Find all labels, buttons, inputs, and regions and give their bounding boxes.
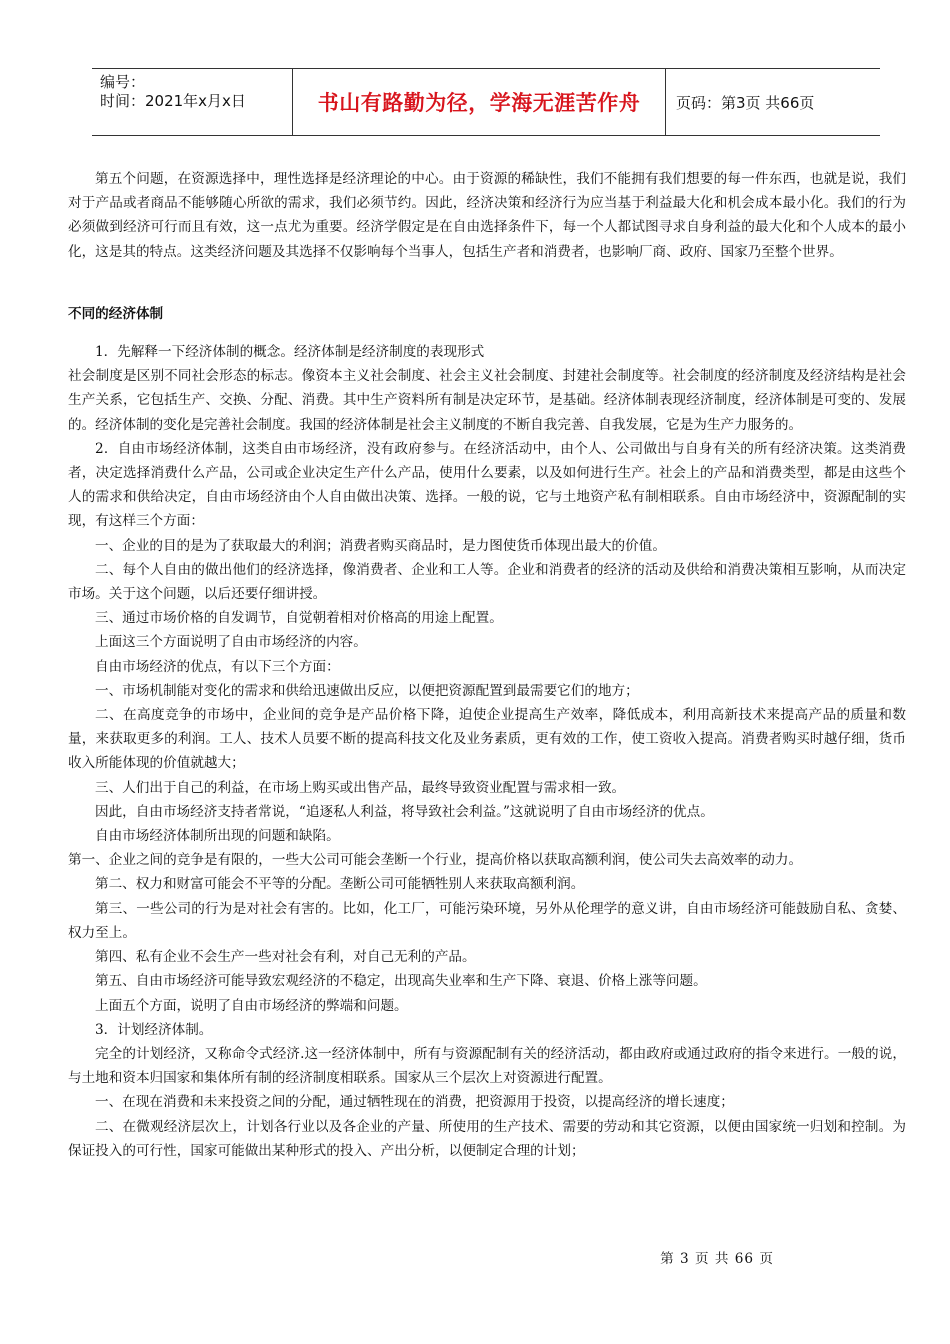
paragraph: 三、人们出于自己的利益，在市场上购买或出售产品，最终导致资业配置与需求相一致。 xyxy=(95,779,626,796)
paragraph: 上面五个方面，说明了自由市场经济的弊端和问题。 xyxy=(95,997,408,1014)
page-header xyxy=(92,68,880,136)
paragraph: 第一、企业之间的竞争是有限的，一些大公司可能会垄断一个行业，提高价格以获取高额利润，使公司失去高效率的动力。 xyxy=(68,852,803,869)
paragraph: 第三、一些公司的行为是对社会有害的。比如，化工厂，可能污染环境，另外从伦理学的意义讲，自由市场经济可能鼓励自私、贪婪、权力至上。 xyxy=(68,900,906,941)
paragraph: 二、在高度竞争的市场中，企业间的竞争是产品价格下降，迫使企业提高生产效率，降低成本，利用高新技术来提高产品的质量和数量，来获取更多的利润。工人、技术人员要不断的提高科技文化及业务素质，更有效的工作，使工资收入提高。消费者购买时越仔细，货币收入所能体现的价值就越大； xyxy=(68,707,906,772)
paragraph: 一、市场机制能对变化的需求和供给迅速做出反应，以便把资源配置到最需要它们的地方； xyxy=(95,682,639,699)
paragraph: 第二、权力和财富可能会不平等的分配。垄断公司可能牺牲别人来获取高额利润。 xyxy=(95,876,585,893)
paragraph: 第四、私有企业不会生产一些对社会有利，对自己无利的产品。 xyxy=(95,949,476,966)
paragraph: 自由市场经济的优点，有以下三个方面： xyxy=(95,658,340,675)
paragraph: 1．先解释一下经济体制的概念。经济体制是经济制度的表现形式 xyxy=(95,344,485,361)
paragraph: 一、在现在消费和未来投资之间的分配，通过牺牲现在的消费，把资源用于投资，以提高经济的增长速度； xyxy=(95,1094,734,1111)
paragraph: 第五、自由市场经济可能导致宏观经济的不稳定，出现高失业率和生产下降、衰退、价格上涨等问题。 xyxy=(95,973,707,990)
paragraph: 二、在微观经济层次上，计划各行业以及各企业的产量、所使用的生产技术、需要的劳动和其它资源，以便由国家统一归划和控制。为保证投入的可行性，国家可能做出某种形式的投入、产出分析，以便制定合理的计划； xyxy=(68,1118,906,1159)
paragraph: 第五个问题，在资源选择中，理性选择是经济理论的中心。由于资源的稀缺性，我们不能拥有我们想要的每一件东西，也就是说，我们对于产品或者商品不能够随心所欲的需求，我们必须节约。因此，经济决策和经济行为应当基于利益最大化和机会成本最小化。我们的行为必须做到经济可行而且有效，这一点尤为重要。经济学假定是在自由选择条件下，每一个人都试图寻求自身利益的最大化和个人成本的最小化，这是其的特点。这类经济问题及其选择不仅影响每个当事人，包括生产者和消费者，也影响厂商、政府、国家乃至整个世界。 xyxy=(68,171,906,260)
header-page-info: 页码：第3页 共66页 xyxy=(676,93,815,112)
paragraph: 上面这三个方面说明了自由市场经济的内容。 xyxy=(95,634,367,651)
document-time-label: 时间：2021年x月x日 xyxy=(100,92,246,110)
paragraph: 三、通过市场价格的自发调节，自觉朝着相对价格高的用途上配置。 xyxy=(95,610,503,627)
paragraph: 完全的计划经济，又称命令式经济.这一经济体制中，所有与资源配制有关的经济活动，都由政府或通过政府的指令来进行。一般的说，与土地和资本归国家和集体所有制的经济制度相联系。国家从三个层次上对资源进行配置。 xyxy=(68,1045,906,1087)
document-body xyxy=(68,167,906,1163)
paragraph: 二、每个人自由的做出他们的经济选择，像消费者、企业和工人等。企业和消费者的经济的活动及供给和消费决策相互影响，从而决定市场。关于这个问题，以后还要仔细讲授。 xyxy=(68,561,906,603)
paragraph: 社会制度是区别不同社会形态的标志。像资本主义社会制度、社会主义社会制度、封建社会制度等。社会制度的经济制度及经济结构是社会生产关系，它包括生产、交换、分配、消费。其中生产资料所有制是决定环节，是基础。经济体制表现经济制度，经济体制是可变的、发展的。经济体制的变化是完善社会制度。我国的经济体制是社会主义制度的不断自我完善、自我发展，它是为生产力服务的。 xyxy=(68,368,906,433)
header-motto: 书山有路勤为径，学海无涯苦作舟 xyxy=(293,69,666,135)
header-meta xyxy=(92,69,293,135)
section-heading: 不同的经济体制 xyxy=(68,305,164,322)
paragraph: 3．计划经济体制。 xyxy=(95,1021,213,1038)
paragraph: 因此，自由市场经济支持者常说，“追逐私人利益，将导致社会利益。”这就说明了自由市场经济的优点。 xyxy=(95,803,714,820)
document-number-label: 编号： xyxy=(100,73,146,91)
page-footer: 第 3 页 共 66 页 xyxy=(660,1251,774,1267)
paragraph: 2．自由市场经济体制，这类自由市场经济，没有政府参与。在经济活动中，由个人、公司做出与自身有关的所有经济决策。这类消费者，决定选择消费什么产品，公司或企业决定生产什么产品，使用什么要素，以及如何进行生产。社会上的产品和消费类型，都是由这些个人的需求和供给决定，自由市场经济由个人自由做出决策、选择。一般的说，它与土地资产私有制相联系。自由市场经济中，资源配制的实现，有这样三个方面： xyxy=(68,440,906,530)
paragraph: 自由市场经济体制所出现的问题和缺陷。 xyxy=(95,828,340,845)
paragraph: 一、企业的目的是为了获取最大的利润；消费者购买商品时，是力图使货币体现出最大的价值。 xyxy=(95,537,666,554)
